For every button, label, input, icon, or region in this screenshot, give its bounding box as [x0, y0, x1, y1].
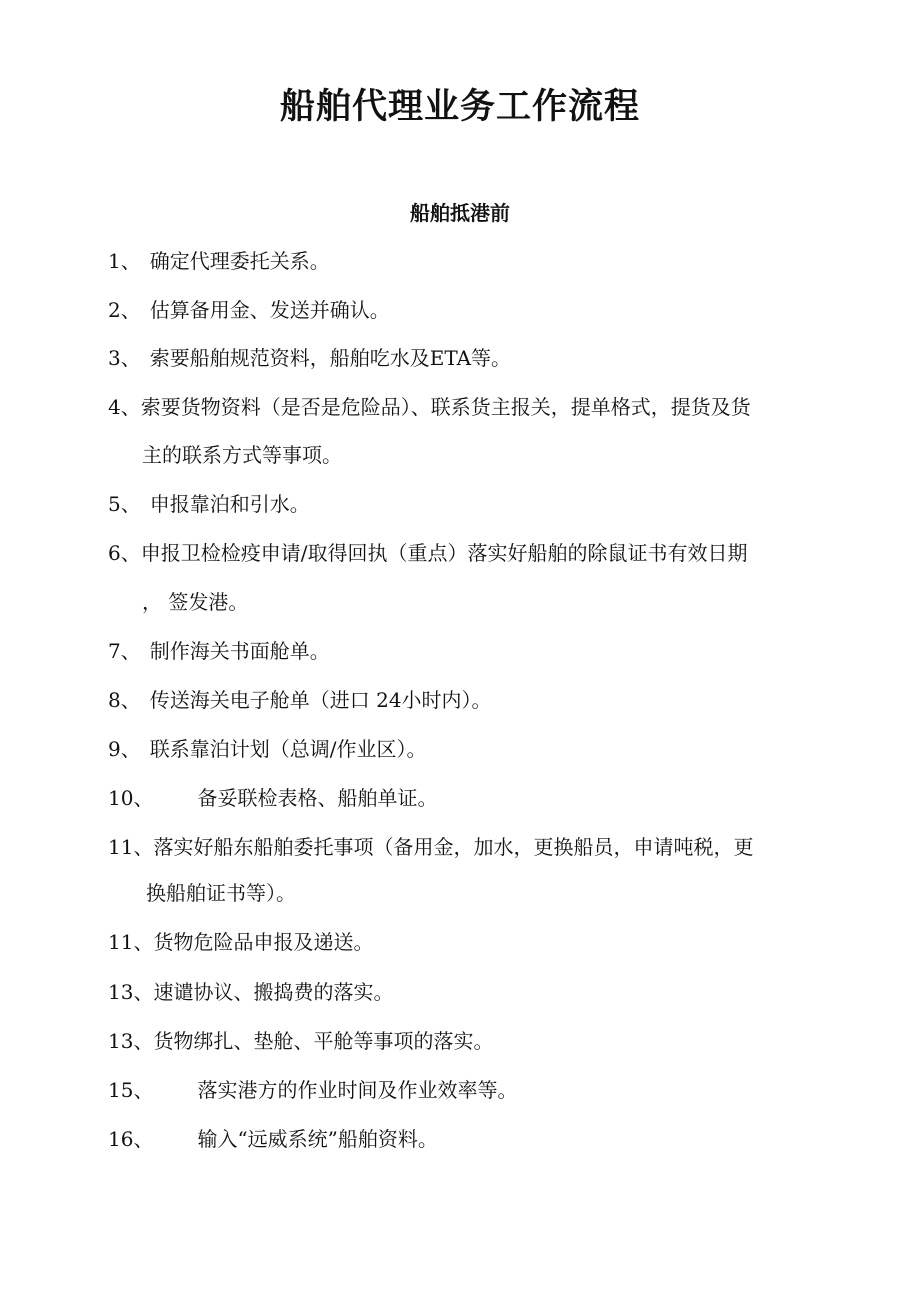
item-text: 货物绑扎、垫舱、平舱等事项的落实。: [153, 1029, 494, 1053]
list-item: [108, 538, 747, 568]
list-item: [108, 1026, 493, 1056]
list-item: [108, 636, 330, 666]
item-text: 索要货物资料（是否是危险品）、联系货主报关，提单格式，提货及货: [140, 395, 751, 419]
list-item: [108, 295, 390, 325]
item-text: 落实港方的作业时间及作业效率等。: [197, 1078, 518, 1102]
item-number: 4: [108, 395, 121, 419]
item-separator: 、: [133, 835, 154, 859]
item-number: 16: [108, 1127, 134, 1151]
list-item: [108, 927, 373, 957]
document-title: 船舶代理业务工作流程: [279, 86, 640, 127]
item-separator: 、: [120, 688, 141, 712]
item-separator: 、: [120, 541, 141, 565]
item-number: 3: [108, 346, 121, 370]
item-number: 10: [108, 786, 134, 810]
item-text: 落实好船东船舶委托事项（备用金，加水，更换船员，申请吨税，更: [153, 835, 754, 859]
item-text: 估算备用金、发送并确认。: [149, 298, 390, 322]
item-number: 7: [108, 639, 121, 663]
item-number: 11: [108, 930, 134, 954]
list-item: [108, 1124, 438, 1154]
item-text: 备妥联检表格、船舶单证。: [197, 786, 438, 810]
item-text: 制作海关书面舱单。: [149, 639, 330, 663]
item-text: 联系靠泊计划（总调/作业区）。: [149, 737, 427, 761]
item-text: 传送海关电子舱单（进口 24小时内）。: [149, 688, 492, 712]
item-separator: 、: [133, 980, 154, 1004]
list-item: [108, 489, 310, 519]
item-separator: 、: [120, 249, 141, 273]
item-number: 13: [108, 1029, 134, 1053]
item-text: 申报卫检检疫申请/取得回执（重点）落实好船舶的除鼠证书有效日期: [140, 541, 748, 565]
item-separator: 、: [120, 737, 141, 761]
item-number: 13: [108, 980, 134, 1004]
list-item-continuation: 主的联系方式等事项。: [142, 443, 342, 467]
item-text: 货物危险品申报及递送。: [153, 930, 374, 954]
item-number: 2: [108, 298, 121, 322]
list-item: [108, 392, 751, 422]
item-separator: 、: [133, 1029, 154, 1053]
list-item-continuation: 换船舶证书等）。: [146, 881, 296, 905]
item-number: 8: [108, 688, 121, 712]
item-separator: 、: [120, 492, 141, 516]
item-number: 15: [108, 1078, 134, 1102]
item-separator: 、: [120, 298, 141, 322]
item-text: 索要船舶规范资料，船舶吃水及ETA等。: [149, 346, 512, 370]
item-number: 9: [108, 737, 121, 761]
item-separator: 、: [133, 1078, 154, 1102]
list-item: [108, 246, 330, 276]
section-heading: 船舶抵港前: [410, 201, 510, 225]
item-number: 6: [108, 541, 121, 565]
list-item-continuation: ， 签发港。: [142, 590, 249, 614]
item-separator: 、: [120, 395, 141, 419]
list-item: [108, 685, 492, 715]
list-item: [108, 343, 511, 373]
list-item: [108, 734, 426, 764]
list-item: [108, 832, 753, 862]
item-separator: 、: [120, 346, 141, 370]
item-number: 5: [108, 492, 121, 516]
list-item: [108, 1075, 517, 1105]
list-item: [108, 977, 393, 1007]
item-separator: 、: [120, 639, 141, 663]
item-number: 11: [108, 835, 134, 859]
list-item: [108, 783, 437, 813]
item-separator: 、: [133, 930, 154, 954]
item-text: 速谴协议、搬捣费的落实。: [153, 980, 394, 1004]
item-text: 确定代理委托关系。: [149, 249, 330, 273]
item-text: 输入“远威系统”船舶资料。: [197, 1127, 438, 1151]
item-separator: 、: [133, 786, 154, 810]
item-number: 1: [108, 249, 121, 273]
item-text: 申报靠泊和引水。: [149, 492, 310, 516]
item-separator: 、: [133, 1127, 154, 1151]
